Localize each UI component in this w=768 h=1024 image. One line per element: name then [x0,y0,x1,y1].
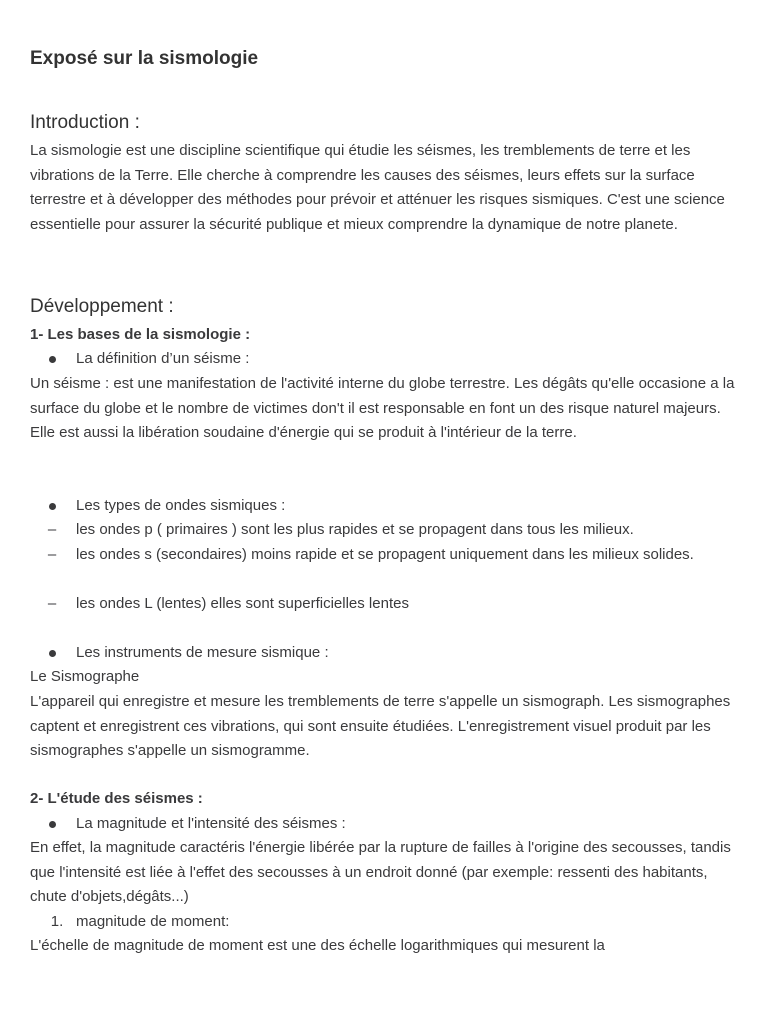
dash-item-label: les ondes L (lentes) elles sont superficielles lentes [76,595,409,612]
bullet-item-magnitude [30,812,738,837]
dash-icon: – [47,595,57,612]
introduction-heading: Introduction : [30,112,140,133]
bullet-item-wave-types [30,494,738,519]
numbered-marker: 1. [50,913,64,930]
document-title: Exposé sur la sismologie [30,48,259,69]
dash-item-wave-s [30,543,738,568]
dash-item-label: les ondes p ( primaires ) sont les plus rapides et se propagent dans tous les milieux. [76,521,634,538]
bullet-label: Les types de ondes sismiques : [76,497,286,514]
magnitude-paragraph: En effet, la magnitude caractéris l'énergie libérée par la rupture de failles à l'origine des secousses, tandis que l'intensité est liée à l'effet des secousses à un endroit donné (par exemple: ressenti des habitants, chute d'objets,dégâts...) [30,839,731,905]
bullet-icon [46,641,58,666]
bullet-icon [46,347,58,372]
dash-item-wave-l [30,592,738,617]
definition-paragraph: Un séisme : est une manifestation de l'activité interne du globe terrestre. Les dégâts qu'elle occasione a la surface du globe et le nombre de victimes don't il est responsable en font un des risque naturel majeurs. Elle est aussi la libération soudaine d'énergie qui se produit à l'intérieur de la terre. [30,375,735,441]
numbered-item-moment [30,910,738,935]
bullet-icon [46,812,58,837]
bullet-icon [46,494,58,519]
dash-item-label: les ondes s (secondaires) moins rapide et se propagent uniquement dans les milieux solides. [76,546,694,563]
dash-item-wave-p [30,518,738,543]
dash-icon: – [47,521,57,538]
dash-icon: – [47,546,57,563]
bullet-label: Les instruments de mesure sismique : [76,644,329,661]
section-2-title: 2- L'étude des séismes : [30,790,203,807]
introduction-paragraph: La sismologie est une discipline scientifique qui étudie les séismes, les tremblements de terre et les vibrations de la Terre. Elle cherche à comprendre les causes des séismes, leurs effets sur la surface terrestre et à développer des méthodes pour prévoir et atténuer les risques sismiques. C'est une science essentielle pour assurer la sécurité publique et mieux comprendre la dynamique de notre planete. [30,142,725,233]
sismographe-label: Le Sismographe [30,668,140,685]
section-1-title: 1- Les bases de la sismologie : [30,326,251,343]
moment-paragraph: L'échelle de magnitude de moment est une des échelle logarithmiques qui mesurent la [30,937,605,954]
development-heading: Développement : [30,296,174,317]
bullet-item-instruments [30,641,738,666]
bullet-label: La définition d’un séisme : [76,350,250,367]
numbered-item-label: magnitude de moment: [76,913,230,930]
sismographe-paragraph: L'appareil qui enregistre et mesure les tremblements de terre s'appelle un sismograph. Les sismographes captent et enregistrent ces vibrations, qui sont ensuite étudiées. L'enregistrement visuel produit par les sismographes s'appelle un sismogramme. [30,693,731,759]
bullet-label: La magnitude et l'intensité des séismes : [76,815,346,832]
bullet-item-definition [30,347,738,372]
